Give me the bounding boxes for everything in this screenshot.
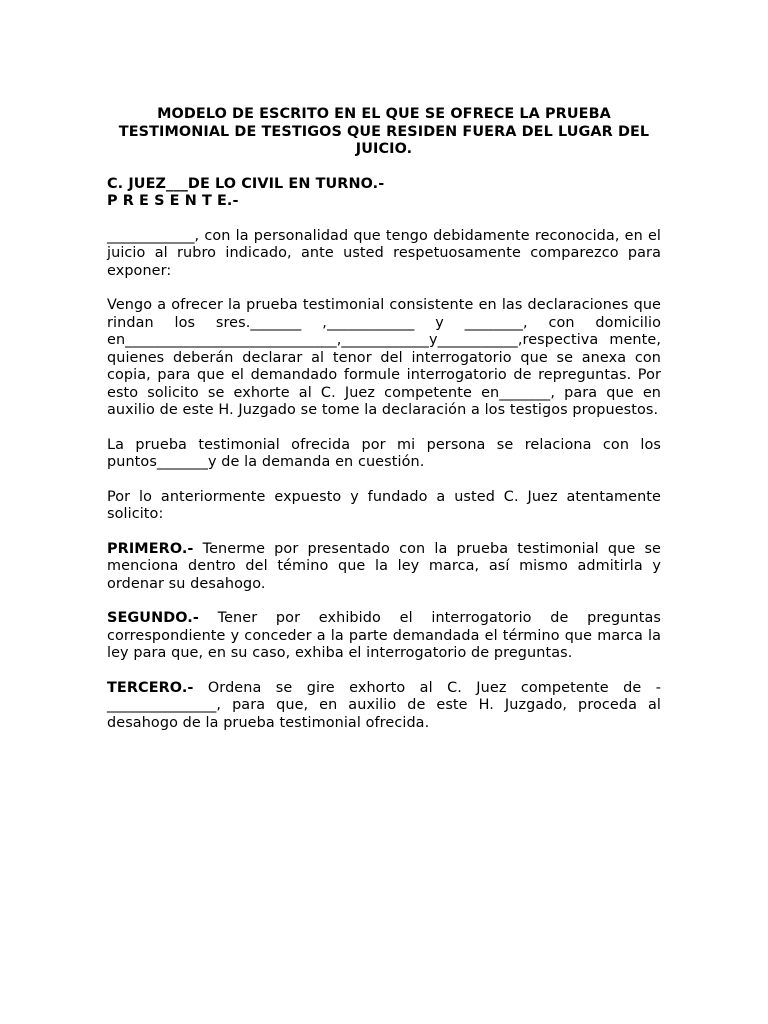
offer-paragraph: Vengo a ofrecer la prueba testimonial consistente en las declaraciones que rindan los sres._______ ,____________ y ________, con domicilio en_____________________________,____________y___________,respectiva mente, quienes deberán declarar al tenor del interrogatorio que se anexa con copia, para que el demandado formule interrogatorio de repreguntas. Por esto solicito se exhorte al C. Juez competente en_______, para que en auxilio de este H. Juzgado se tome la declaración a los testigos propuestos. <box>107 297 661 418</box>
point-primero <box>107 541 661 594</box>
point-text: Ordena se gire exhorto al C. Juez competente de -_______________, para que, en auxilio de este H. Juzgado, proceda al desahogo de la prueba testimonial ofrecida. <box>107 679 661 731</box>
point-tercero <box>107 680 661 733</box>
point-label: SEGUNDO.- <box>107 610 199 626</box>
point-label: PRIMERO.- <box>107 540 194 557</box>
document-title: MODELO DE ESCRITO EN EL QUE SE OFRECE LA PRUEBA TESTIMONIAL DE TESTIGOS QUE RESIDEN FUERA DEL LUGAR DEL JUICIO. <box>118 106 650 157</box>
relation-paragraph: La prueba testimonial ofrecida por mi persona se relaciona con los puntos_______y de la demanda en cuestión. <box>107 436 661 470</box>
point-text: Tener por exhibido el interrogatorio de preguntas correspondiente y conceder a la parte demandada el término que marca la ley para que, en su caso, exhiba el interrogatorio de preguntas. <box>107 610 661 661</box>
point-text: Tenerme por presentado con la prueba testimonial que se menciona dentro del témino que la ley marca, así mismo admitirla y ordenar su desahogo. <box>107 540 661 592</box>
presente-line: P R E S E N T E.- <box>107 193 239 209</box>
point-segundo <box>107 610 661 663</box>
addressee-line: C. JUEZ___DE LO CIVIL EN TURNO.- <box>107 175 385 192</box>
document-body <box>107 106 661 749</box>
addressee-block <box>107 176 661 211</box>
request-paragraph: Por lo anteriormente expuesto y fundado a usted C. Juez atentamente solicito: <box>107 488 661 522</box>
point-label: TERCERO.- <box>107 679 194 696</box>
intro-paragraph: ____________, con la personalidad que tengo debidamente reconocida, en el juicio al rubro indicado, ante usted respetuosamente comparezco para exponer: <box>107 227 661 279</box>
